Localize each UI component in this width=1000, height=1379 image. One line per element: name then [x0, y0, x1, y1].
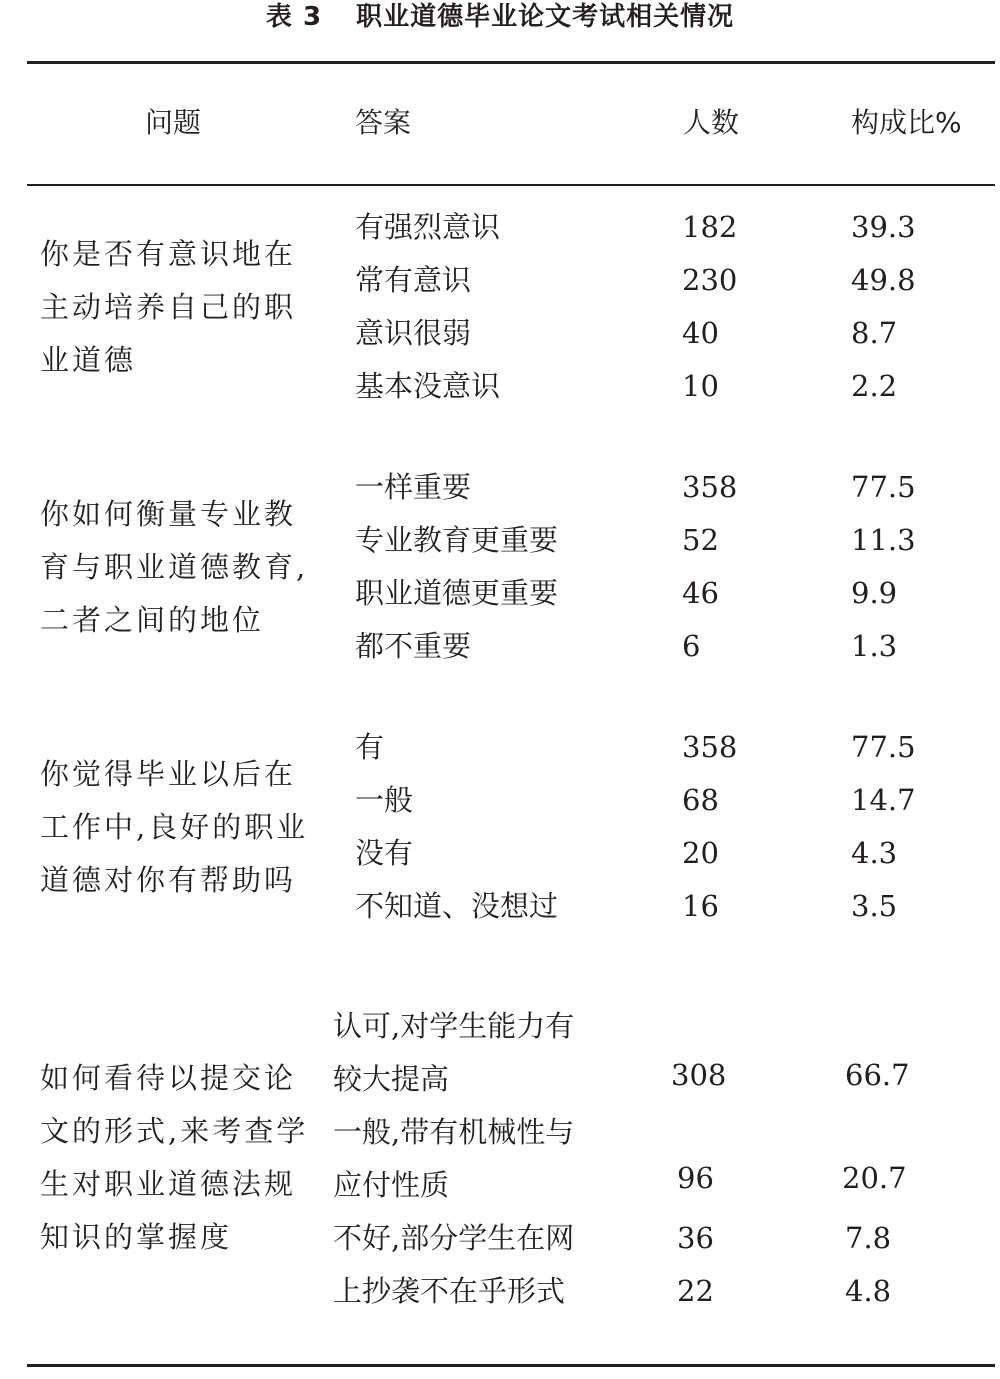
answer-cell: 一样重要 — [355, 470, 472, 504]
count-cell: 10 — [682, 369, 719, 403]
header-percent: 构成比% — [851, 106, 962, 139]
percent-cell: 8.7 — [851, 316, 898, 350]
table-title-label: 表 3 — [265, 2, 323, 32]
answer-cell: 基本没意识 — [355, 369, 501, 403]
question-4: 如何看待以提交论 文的形式,来考查学 生对职业道德法规 知识的掌握度 — [40, 1061, 309, 1254]
count-cell: 182 — [682, 210, 738, 244]
answer-cell: 不知道、没想过 — [355, 889, 559, 923]
question-2: 你如何衡量专业教 育与职业道德教育, 二者之间的地位 — [40, 497, 309, 637]
answer-block-4 — [333, 1000, 574, 1318]
count-cell: 20 — [682, 836, 719, 870]
answer-line: 应付性质 — [333, 1168, 450, 1202]
count-cell: 22 — [677, 1274, 714, 1308]
answer-cell: 职业道德更重要 — [355, 576, 559, 610]
percent-cell: 49.8 — [851, 263, 916, 297]
count-cell: 308 — [671, 1058, 727, 1092]
percent-cell: 4.8 — [845, 1274, 892, 1308]
count-cell: 36 — [677, 1221, 714, 1255]
percent-cell: 77.5 — [851, 470, 916, 504]
answer-cell: 没有 — [355, 836, 414, 870]
top-rule — [27, 61, 995, 64]
answer-line: 不好,部分学生在网 — [333, 1221, 575, 1255]
count-cell: 52 — [682, 523, 719, 557]
table-title-text: 职业道德毕业论文考试相关情况 — [356, 2, 735, 32]
count-cell: 68 — [682, 783, 719, 817]
table-title — [0, 0, 1000, 40]
header-count: 人数 — [683, 106, 740, 139]
percent-cell: 11.3 — [851, 523, 916, 557]
count-cell: 358 — [682, 730, 738, 764]
count-cell: 358 — [682, 470, 738, 504]
percent-cell: 2.2 — [851, 369, 898, 403]
answer-cell: 有强烈意识 — [355, 210, 501, 244]
count-cell: 16 — [682, 889, 719, 923]
percent-cell: 1.3 — [851, 629, 898, 663]
answer-cell: 意识很弱 — [355, 316, 472, 350]
percent-cell: 39.3 — [851, 210, 916, 244]
answer-cell: 一般 — [355, 783, 414, 817]
header-answer: 答案 — [355, 106, 412, 139]
count-cell: 6 — [682, 629, 701, 663]
percent-cell: 66.7 — [845, 1058, 910, 1092]
answer-line: 一般,带有机械性与 — [333, 1115, 575, 1149]
question-1: 你是否有意识地在 主动培养自己的职 业道德 — [40, 237, 297, 377]
count-cell: 96 — [677, 1161, 714, 1195]
bottom-rule — [27, 1364, 995, 1367]
percent-cell: 77.5 — [851, 730, 916, 764]
percent-cell: 3.5 — [851, 889, 898, 923]
answer-cell: 专业教育更重要 — [355, 523, 559, 557]
percent-cell: 20.7 — [842, 1161, 907, 1195]
count-cell: 46 — [682, 576, 719, 610]
percent-cell: 9.9 — [851, 576, 898, 610]
answer-cell: 都不重要 — [355, 629, 472, 663]
answer-line: 认可,对学生能力有 — [333, 1009, 575, 1043]
header-question: 问题 — [145, 106, 202, 139]
question-3: 你觉得毕业以后在 工作中,良好的职业 道德对你有帮助吗 — [40, 757, 309, 897]
count-cell: 40 — [682, 316, 719, 350]
percent-cell: 14.7 — [851, 783, 916, 817]
header-rule — [27, 184, 995, 186]
percent-cell: 7.8 — [845, 1221, 892, 1255]
percent-cell: 4.3 — [851, 836, 898, 870]
answer-cell: 常有意识 — [355, 263, 472, 297]
count-cell: 230 — [682, 263, 738, 297]
answer-line: 较大提高 — [333, 1062, 450, 1096]
answer-line: 上抄袭不在乎形式 — [333, 1274, 566, 1308]
answer-cell: 有 — [355, 730, 385, 764]
